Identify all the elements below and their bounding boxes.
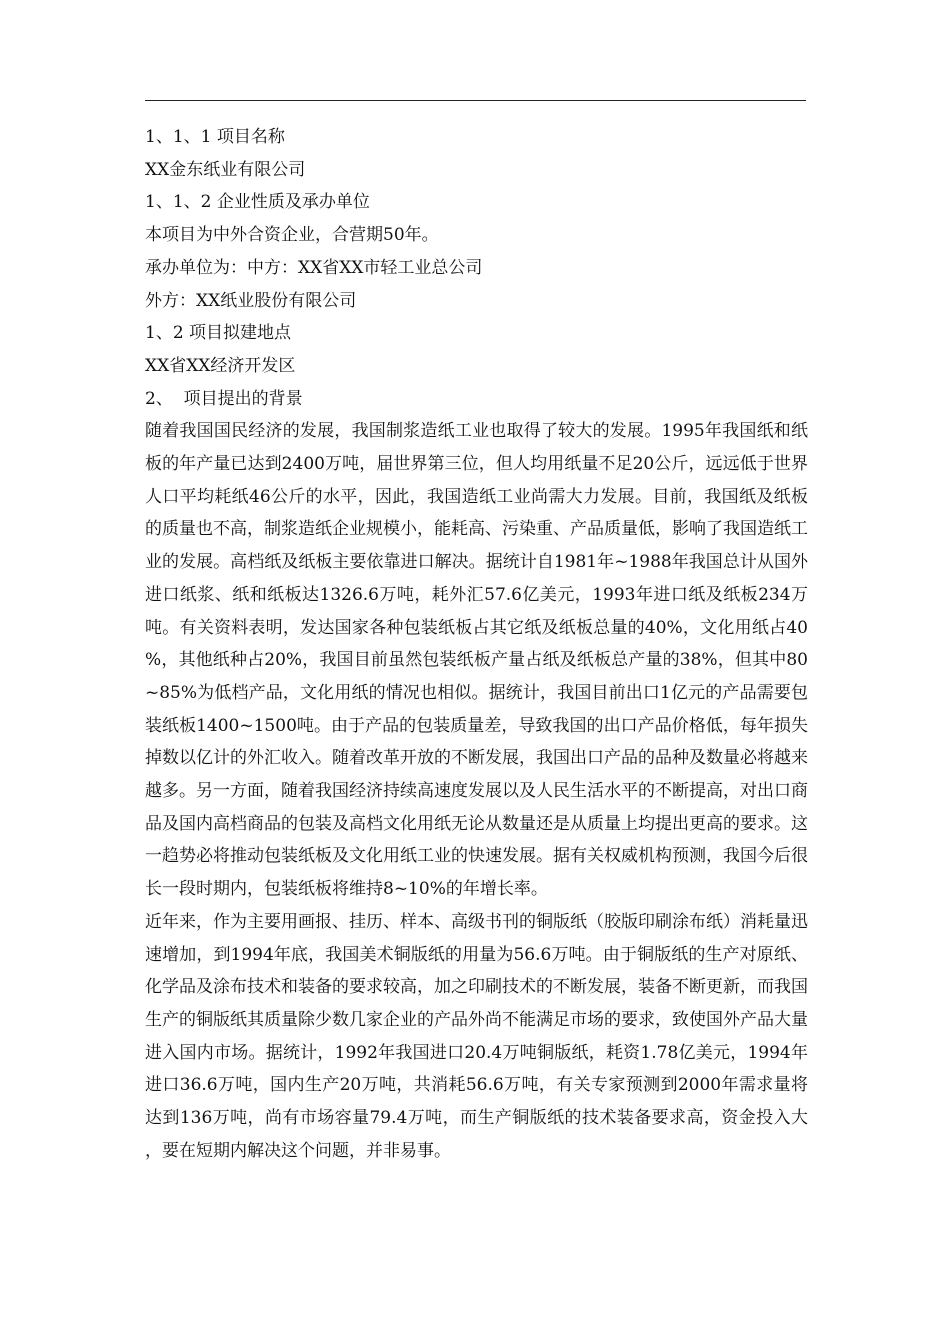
heading-project-background: 2、 项目提出的背景 xyxy=(145,388,303,409)
background-paragraph-2: 近年来，作为主要用画报、挂历、样本、高级书刊的铜版纸（胶版印刷涂布纸）消耗量迅速增加，到1994年底，我国美术铜版纸的用量为56.6万吨。由于铜版纸的生产对原纸、化学品及涂布技术和装备的要求较高，加之印刷技术的不断发展，装备不断更新，而我国生产的铜版纸其质量除少数几家企业的产品外尚不能满足市场的要求，致使国外产品大量进入国内市场。据统计，1992年我国进口20.4万吨铜版纸，耗资1.78亿美元，1994年进口36.6万吨，国内生产20万吨，共消耗56.6万吨，有关专家预测到2000年需求量将达到136万吨，尚有市场容量79.4万吨，而生产铜版纸的技术装备要求高，资金投入大，要在短期内解决这个问题，并非易事。 xyxy=(145,911,808,1161)
chinese-party-line: 承办单位为：中方：XX省XX市轻工业总公司 xyxy=(145,257,483,278)
heading-enterprise-nature: 1、1、2 企业性质及承办单位 xyxy=(145,192,370,213)
header-rule xyxy=(145,100,806,101)
heading-project-location: 1、2 项目拟建地点 xyxy=(145,323,292,344)
foreign-party-line: 外方：XX纸业股份有限公司 xyxy=(145,290,357,311)
project-location: XX省XX经济开发区 xyxy=(145,355,296,376)
joint-venture-statement: 本项目为中外合资企业，合营期50年。 xyxy=(145,225,439,246)
company-name: XX金东纸业有限公司 xyxy=(145,159,306,180)
document-body xyxy=(145,121,808,1168)
background-paragraph-1: 随着我国国民经济的发展，我国制浆造纸工业也取得了较大的发展。1995年我国纸和纸板的年产量已达到2400万吨，届世界第三位，但人均用纸量不足20公斤，远远低于世界人口平均耗纸46公斤的水平，因此，我国造纸工业尚需大力发展。目前，我国纸及纸板的质量也不高，制浆造纸企业规模小，能耗高、污染重、产品质量低，影响了我国造纸工业的发展。高档纸及纸板主要依靠进口解决。据统计自1981年~1988年我国总计从国外进口纸浆、纸和纸板达1326.6万吨，耗外汇57.6亿美元，1993年进口纸及纸板234万吨。有关资料表明，发达国家各种包装纸板占其它纸及纸板总量的40%，文化用纸占40%，其他纸种占20%，我国目前虽然包装纸板产量占纸及纸板总产量的38%，但其中80~85%为低档产品，文化用纸的情况也相似。据统计，我国目前出口1亿元的产品需要包装纸板1400~1500吨。由于产品的包装质量差，导致我国的出口产品价格低，每年损失掉数以亿计的外汇收入。随着改革开放的不断发展，我国出口产品的品种及数量必将越来越多。另一方面，随着我国经济持续高速度发展以及人民生活水平的不断提高，对出口商品及国内高档商品的包装及高档文化用纸无论从数量还是从质量上均提出更高的要求。这一趋势必将推动包装纸板及文化用纸工业的快速发展。据有关权威机构预测，我国今后很长一段时期内，包装纸板将维持8~10%的年增长率。 xyxy=(145,421,808,900)
heading-project-name: 1、1、1 项目名称 xyxy=(145,127,285,147)
